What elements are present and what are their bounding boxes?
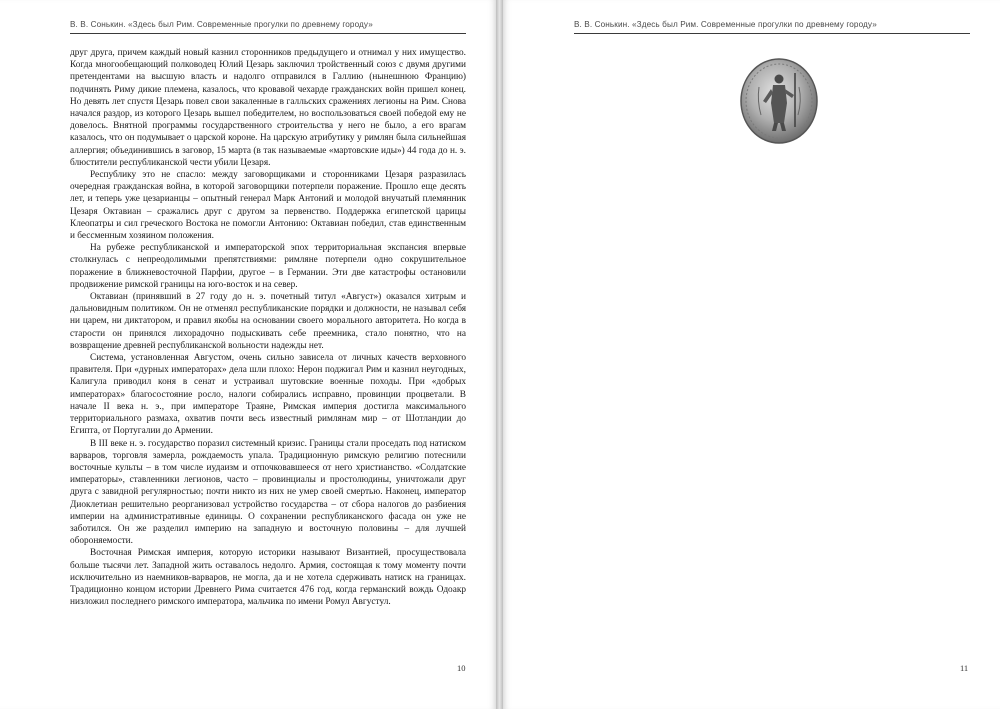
paragraph-5: Система, установленная Августом, очень сильно зависела от личных качеств верховного правителя. При «дурных императорах» дела шли плохо: Нерон поджигал Рим и казнил неугодных, Калигула приводил коня в сенат и устраивал шутовские военные походы. При «добрых императорах» благосостояние росло, налоги собирались исправно, провинции процветали. В начале II века н. э., при императоре Траяне, Римская империя достигла максимального территориального размаха, охватив почти весь известный римлянам мир – от Шотландии до Египта, от Португалии до Армении.	[70, 353, 466, 437]
body-text	[70, 47, 466, 608]
book-gutter	[496, 0, 503, 709]
left-page	[0, 0, 496, 709]
paragraph-2: Республику это не спасло: между заговорщиками и сторонниками Цезаря разразилась очередная гражданская война, в которой заговорщики потерпели поражение. Прошло еще десять лет, и теперь уже цезарианцы – опытный генерал Марк Антоний и молодой внучатый племянник Цезаря Октавиан – сражались друг с другом за первенство. Поддержка египетской царицы Клеопатры и сил греческого Востока не помогли Антонию: Октавиан победил, став единственным и бессменным хозяином положения.	[70, 170, 466, 242]
paragraph-4: Октавиан (принявший в 27 году до н. э. почетный титул «Август») оказался хитрым и дальновидным политиком. Он не отменял республиканские порядки и должности, не называл себя ни царем, ни диктатором, и правил якобы на основании своего морального авторитета. Но когда в старости он принялся лихорадочно подыскивать себе преемника, стало понятно, что на возвращение древней республиканской вольности надежды нет.	[70, 292, 466, 351]
page-number-right: 11	[960, 663, 969, 673]
paragraph-6: В III веке н. э. государство поразил системный кризис. Границы стали проседать под натиском варваров, торговля замерла, рождаемость упала. Традиционную римскую религию потеснили восточные культы – в том числе иудаизм и отпочковавшееся от него христианство. «Солдатские императоры», ставленники легионов, часто – провинциалы и простолюдины, уничтожали друг друга с завидной регулярностью; почти никто из них не умер своей смертью. Наконец, император Диоклетиан решительно реорганизовал устройство государства – от сбора налогов до разбиения империи на административные единицы. О сохранении республиканского фасада он уже не заботился. Он же разделил империю на западную и восточную половины – для лучшей обороняемости.	[70, 438, 466, 547]
roman-coin-icon	[739, 57, 819, 145]
paragraph-7: Восточная Римская империя, которую историки называют Византией, просуществовала больше тысячи лет. Западной жить оставалось недолго. Армия, состоящая к тому моменту почти исключительно из наемников-варваров, не могла, да и не хотела сдерживать натиск на границах. Традиционно концом истории Древнего Рима считается 476 год, когда германский вождь Одоакр низложил последнего римского императора, мальчика по имени Ромул Августул.	[70, 548, 466, 608]
running-head-right: В. В. Сонькин. «Здесь был Рим. Современные прогулки по древнему городу»	[574, 18, 970, 34]
paragraph-3: На рубеже республиканской и императорской эпох территориальная экспансия впервые столкнулась с непреодолимыми препятствиями: римляне потерпели одно сокрушительное поражение в ближневосточной Парфии, другое – в Германии. Эти две катастрофы остановили продвижение римской границы на юго-восток и на север.	[70, 243, 466, 290]
page-number-left: 10	[457, 663, 466, 673]
paragraph-1: друг друга, причем каждый новый казнил сторонников предыдущего и отнимал у них имущество. Когда многообещающий полководец Юлий Цезарь заключил тройственный союз с двумя другими претендентами на высшую власть и надолго отправился в Галлию (нынешнюю Францию) подчинять Риму дикие племена, казалось, что кровавой чехарде гражданских войн пришел конец. Но девять лет спустя Цезарь повел свои закаленные в галльских сражениях легионы на Рим. Снова начался раздор, из которого Цезарь вышел победителем, но воспользоваться своей победой ему не довелось. Внятной программы государственного строительства у него не было, а его врагам казалось, что он подумывает о царской короне. На царскую атрибутику у римлян была сильнейшая аллергия; объединившись в заговор, 15 марта (в так называемые «мартовские иды») 44 года до н. э. блюстители республиканской чести убили Цезаря.	[70, 48, 466, 168]
right-page	[503, 0, 1000, 709]
running-head-left: В. В. Сонькин. «Здесь был Рим. Современные прогулки по древнему городу»	[70, 18, 466, 34]
